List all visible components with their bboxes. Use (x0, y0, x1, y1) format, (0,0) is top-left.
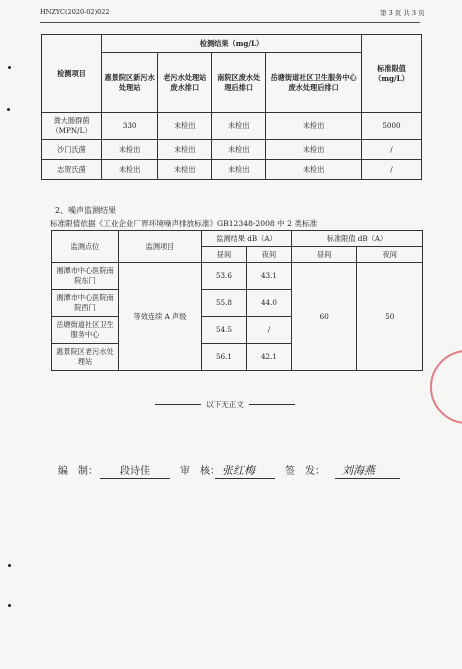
page-number: 第 3 页 共 3 页 (380, 9, 425, 17)
issuer-signature: 刘海燕 (342, 464, 375, 477)
value-cell: 未检出 (158, 113, 212, 140)
value-cell: 未检出 (212, 113, 266, 140)
item-cell: 粪大肠群菌（MPN/L） (42, 113, 102, 140)
binding-hole (8, 604, 11, 607)
microbe-results-table (41, 34, 422, 180)
night-header: 夜间 (247, 247, 292, 263)
value-cell: 330 (102, 113, 158, 140)
table-row (42, 160, 422, 180)
col-item-header: 检测项目 (42, 35, 102, 113)
col-limit-header: 标准限值（mg/L） (362, 35, 422, 113)
value-cell: 未检出 (158, 160, 212, 180)
end-of-text (155, 399, 295, 410)
col-limit-header: 标准限值 dB（A） (292, 231, 423, 247)
day-value: 55.8 (202, 290, 247, 317)
night-value: 43.1 (247, 263, 292, 290)
limit-cell: / (362, 140, 422, 160)
value-cell: 未检出 (102, 140, 158, 160)
col-result-header: 监测结果 dB（A） (202, 231, 292, 247)
header-rule (40, 22, 420, 23)
value-cell: 未检出 (102, 160, 158, 180)
table-row (42, 140, 422, 160)
section-title: 2、噪声监测结果 (55, 206, 117, 215)
noise-results-table (51, 230, 423, 371)
day-value: 53.6 (202, 263, 247, 290)
col-site-header: 老污水处理站废水排口 (158, 53, 212, 113)
reviewer-underline (215, 478, 275, 479)
day-header: 昼间 (292, 247, 357, 263)
item-cell: 沙门氏菌 (42, 140, 102, 160)
editor-name: 段诗佳 (120, 466, 150, 477)
value-cell: 未检出 (266, 160, 362, 180)
issuer-underline (335, 478, 400, 479)
editor-underline (100, 478, 170, 479)
night-value: / (247, 317, 292, 344)
divider (155, 404, 201, 405)
item-cell: 等效连续 A 声级 (119, 263, 202, 371)
limit-cell: 5000 (362, 113, 422, 140)
day-value: 54.5 (202, 317, 247, 344)
day-header: 昼间 (202, 247, 247, 263)
col-point-header: 监测点位 (52, 231, 119, 263)
point-cell: 岳塘街道社区卫生服务中心 (52, 317, 119, 344)
company-seal (430, 350, 462, 424)
col-site-header: 南院区废水处理后排口 (212, 53, 266, 113)
editor-label: 编 制： (58, 466, 98, 477)
standard-basis: 标准限值依据《工业企业厂界环境噪声排放标准》GB12348-2008 中 2 类标准 (50, 219, 318, 228)
night-value: 42.1 (247, 344, 292, 371)
results-group-header: 检测结果（mg/L） (102, 35, 362, 53)
night-header: 夜间 (357, 247, 423, 263)
value-cell: 未检出 (266, 113, 362, 140)
value-cell: 未检出 (212, 160, 266, 180)
doc-number: HNZYC(2020-02)022 (40, 8, 110, 16)
col-item-header: 监测项目 (119, 231, 202, 263)
night-value: 44.0 (247, 290, 292, 317)
col-site-header: 岳塘街道社区卫生服务中心废水处理后排口 (266, 53, 362, 113)
point-cell: 惠景院区老污水处理站 (52, 344, 119, 371)
point-cell: 湘潭市中心医院南院东门 (52, 263, 119, 290)
binding-hole (8, 66, 11, 69)
binding-hole (7, 108, 10, 111)
table-row (52, 263, 423, 290)
table-row (42, 113, 422, 140)
day-value: 56.1 (202, 344, 247, 371)
end-text: 以下无正文 (206, 400, 244, 409)
reviewer-signature: 张红梅 (222, 464, 255, 477)
value-cell: 未检出 (212, 140, 266, 160)
value-cell: 未检出 (158, 140, 212, 160)
limit-night-cell: 50 (357, 263, 423, 371)
divider (249, 404, 295, 405)
reviewer-label: 审 核： (180, 466, 220, 477)
item-cell: 志贺氏菌 (42, 160, 102, 180)
binding-hole (8, 564, 11, 567)
col-site-header: 惠景院区新污水处理站 (102, 53, 158, 113)
issuer-label: 签 发： (285, 466, 325, 477)
point-cell: 湘潭市中心医院南院西门 (52, 290, 119, 317)
value-cell: 未检出 (266, 140, 362, 160)
limit-cell: / (362, 160, 422, 180)
limit-day-cell: 60 (292, 263, 357, 371)
